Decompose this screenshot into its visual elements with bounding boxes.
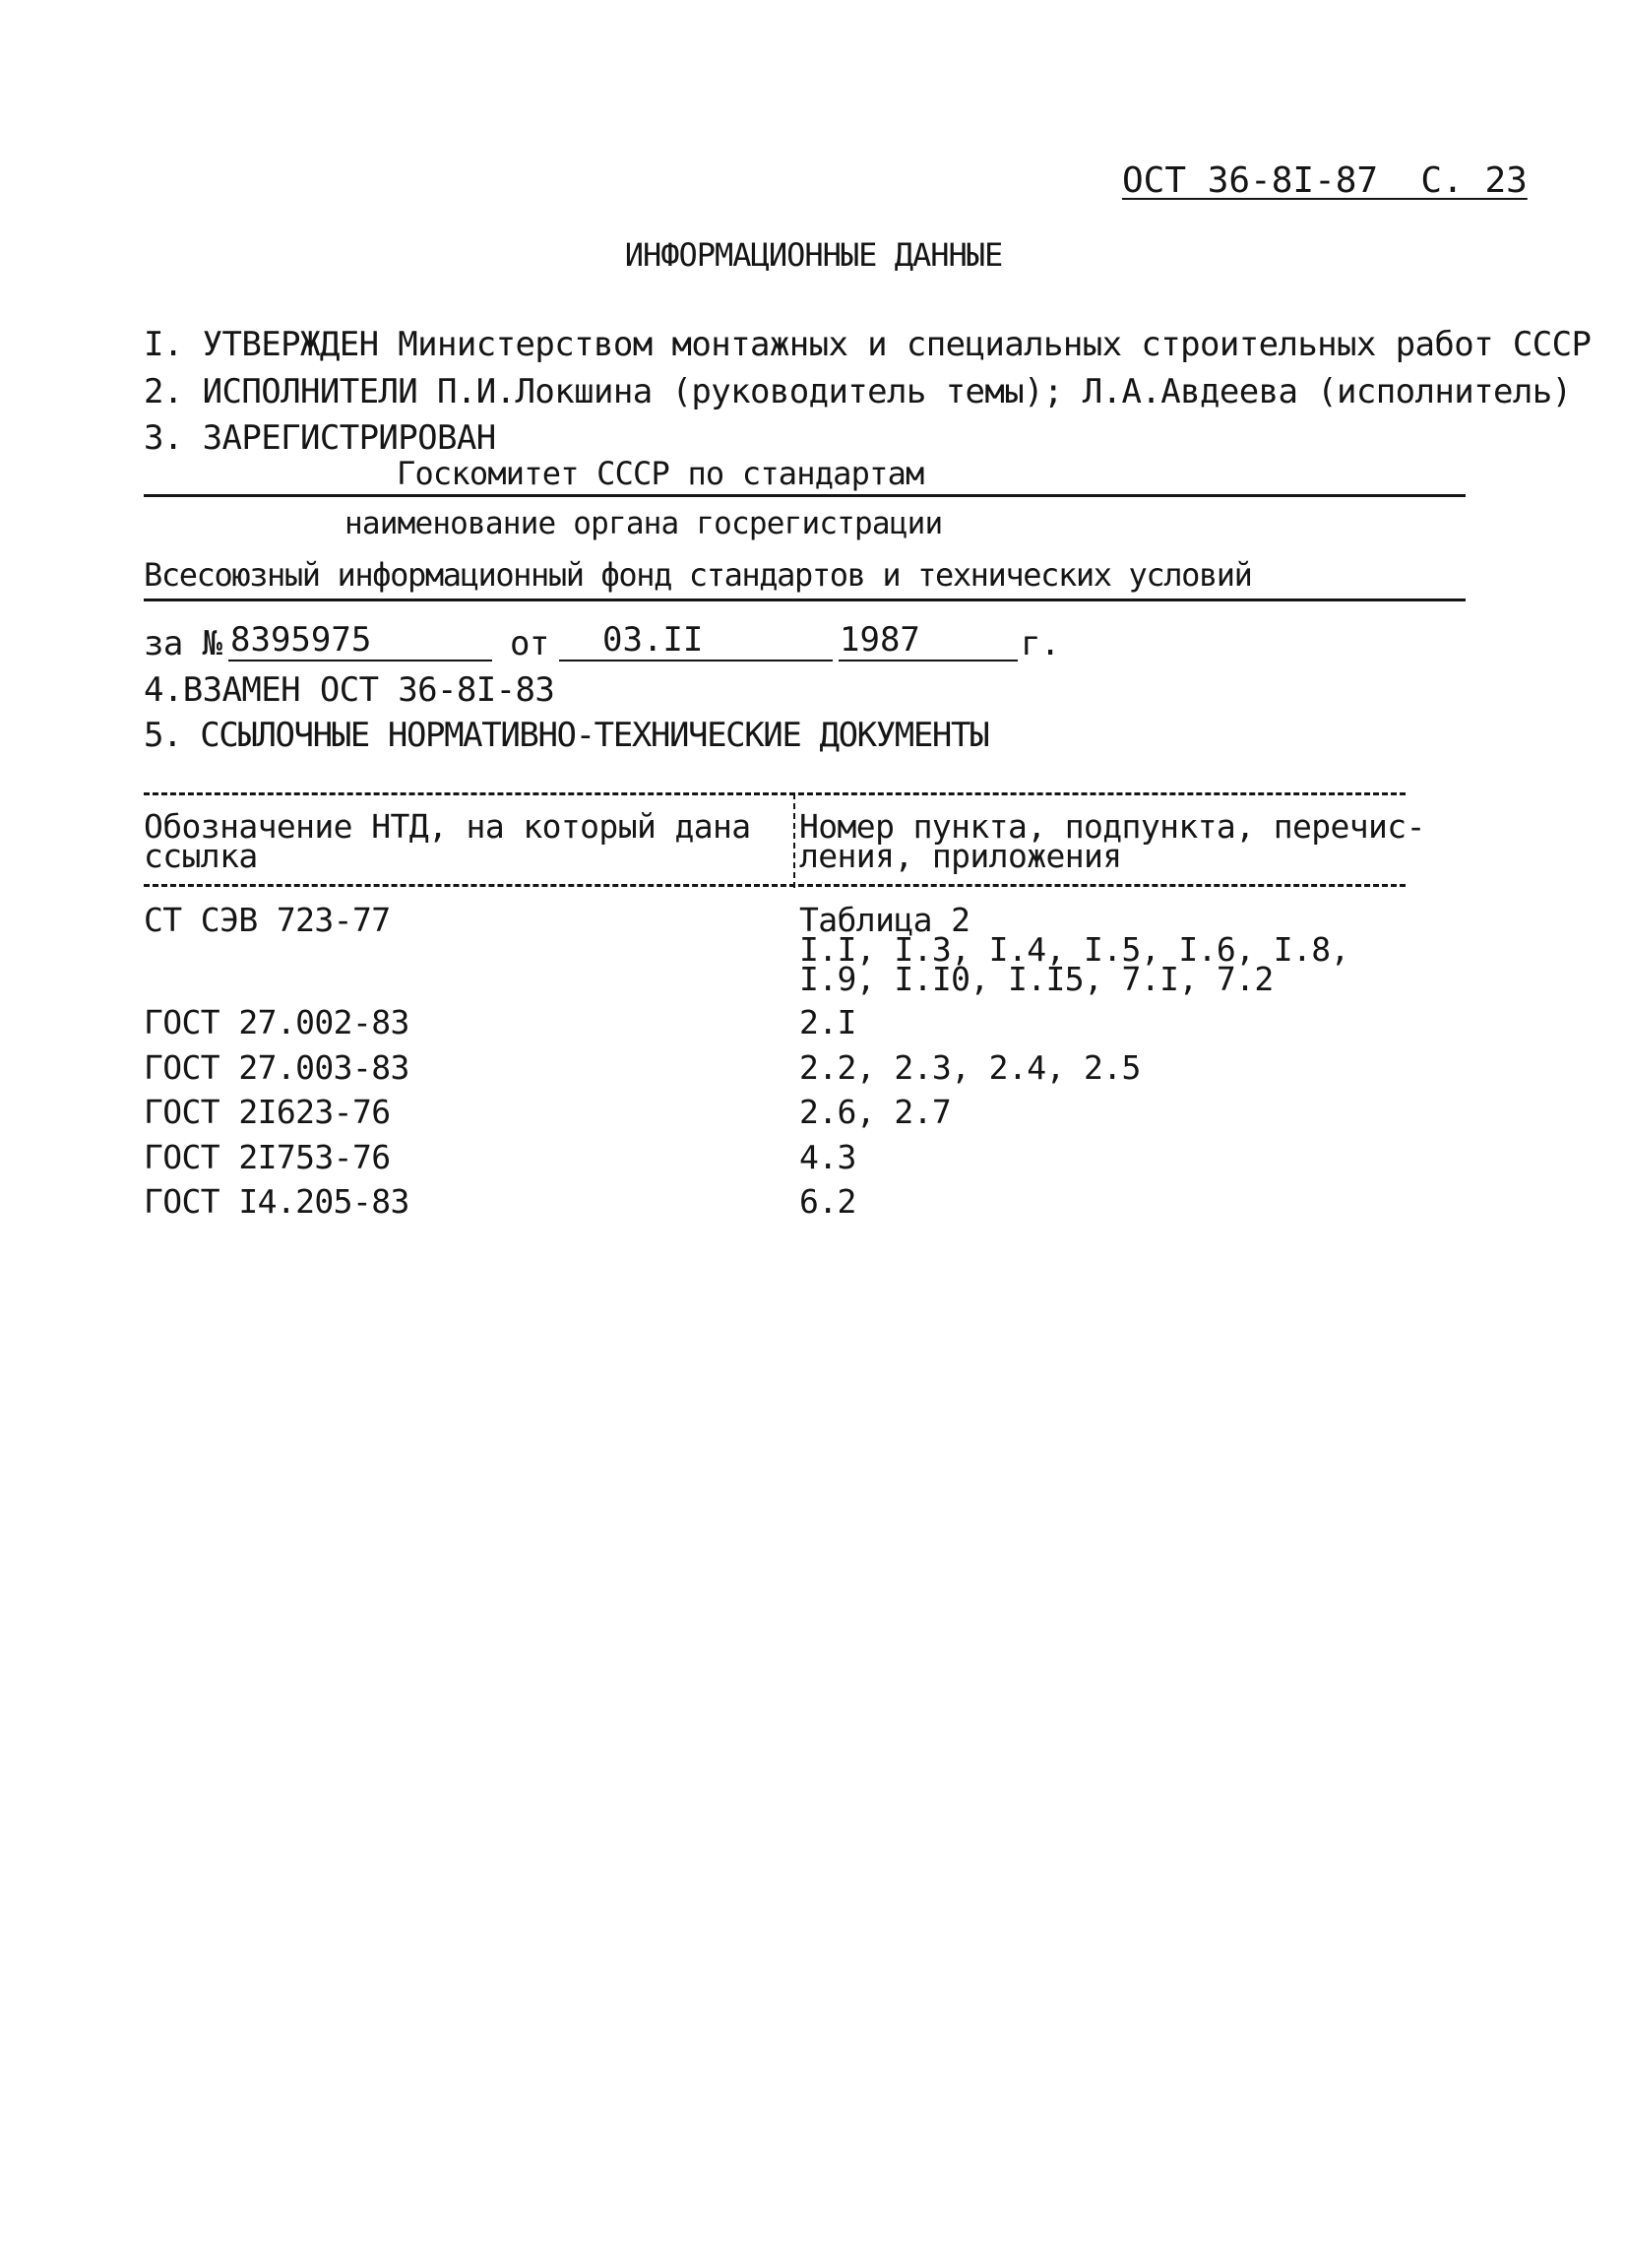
col1-header-line1: Обозначение НТД, на который дана	[144, 807, 751, 846]
table-row-6-ref: 6.2	[799, 1182, 856, 1221]
col2-header-line2: ления, приложения	[799, 837, 1122, 875]
table-row-5-ref: 4.3	[799, 1138, 856, 1176]
reg-date-value: 03.II	[602, 620, 704, 660]
col2-header-line1: Номер пункта, подпункта, перечис-	[799, 807, 1425, 846]
item-registered-label: 3. ЗАРЕГИСТРИРОВАН	[144, 418, 496, 458]
reg-year-underline	[839, 660, 1018, 662]
table-header-border	[144, 884, 1406, 887]
reg-no-prefix: за №	[144, 624, 222, 663]
item-executors: 2. ИСПОЛНИТЕЛИ П.И.Локшина (руководитель темы); Л.А.Авдеева (исполнитель)	[144, 372, 1572, 411]
table-row-2-doc: ГОСТ 27.002-83	[144, 1003, 409, 1041]
reg-year-suffix: г.	[1021, 624, 1060, 663]
table-row-4-doc: ГОСТ 2I623-76	[144, 1093, 391, 1131]
table-row-2-ref: 2.I	[799, 1003, 856, 1041]
table-row-3-doc: ГОСТ 27.003-83	[144, 1048, 409, 1087]
table-row-1-doc: СТ СЭВ 723-77	[144, 901, 391, 939]
table-row-6-doc: ГОСТ I4.205-83	[144, 1182, 409, 1221]
reg-no-value: 8395975	[230, 620, 372, 660]
table-row-1-ref-line2: I.I, I.3, I.4, I.5, I.6, I.8,	[799, 930, 1349, 969]
table-column-divider	[793, 793, 795, 888]
item-replaced: 4.ВЗАМЕН ОСТ 36-8I-83	[144, 670, 555, 710]
registration-body-caption: наименование органа госрегистрации	[344, 506, 943, 541]
registration-body: Госкомитет СССР по стандартам	[397, 455, 924, 492]
document-title: ИНФОРМАЦИОННЫЕ ДАННЫЕ	[624, 236, 1003, 274]
page-reference: ОСТ 36-8I-87 С. 23	[1122, 160, 1528, 201]
table-row-4-ref: 2.6, 2.7	[799, 1093, 952, 1131]
table-top-border	[144, 792, 1406, 795]
fund-underline	[144, 598, 1466, 601]
col1-header-line2: ссылка	[144, 837, 258, 875]
reg-from-label: от	[510, 624, 549, 663]
item-approved: I. УТВЕРЖДЕН Министерством монтажных и специальных строительных работ СССР	[144, 325, 1592, 364]
table-row-1-ref-line1: Таблица 2	[799, 901, 970, 939]
table-row-1-ref-line3: I.9, I.I0, I.I5, 7.I, 7.2	[799, 960, 1274, 998]
item-references-title: 5. ССЫЛОЧНЫЕ НОРМАТИВНО-ТЕХНИЧЕСКИЕ ДОКУМЕНТЫ	[144, 716, 989, 755]
reg-no-underline	[228, 660, 492, 662]
reg-year-value: 1987	[840, 620, 920, 660]
table-row-3-ref: 2.2, 2.3, 2.4, 2.5	[799, 1048, 1141, 1087]
fund-name: Всесоюзный информационный фонд стандартов и технических условий	[144, 556, 1252, 594]
reg-date-underline	[559, 660, 833, 662]
table-row-5-doc: ГОСТ 2I753-76	[144, 1138, 391, 1176]
registration-body-underline	[144, 494, 1466, 497]
